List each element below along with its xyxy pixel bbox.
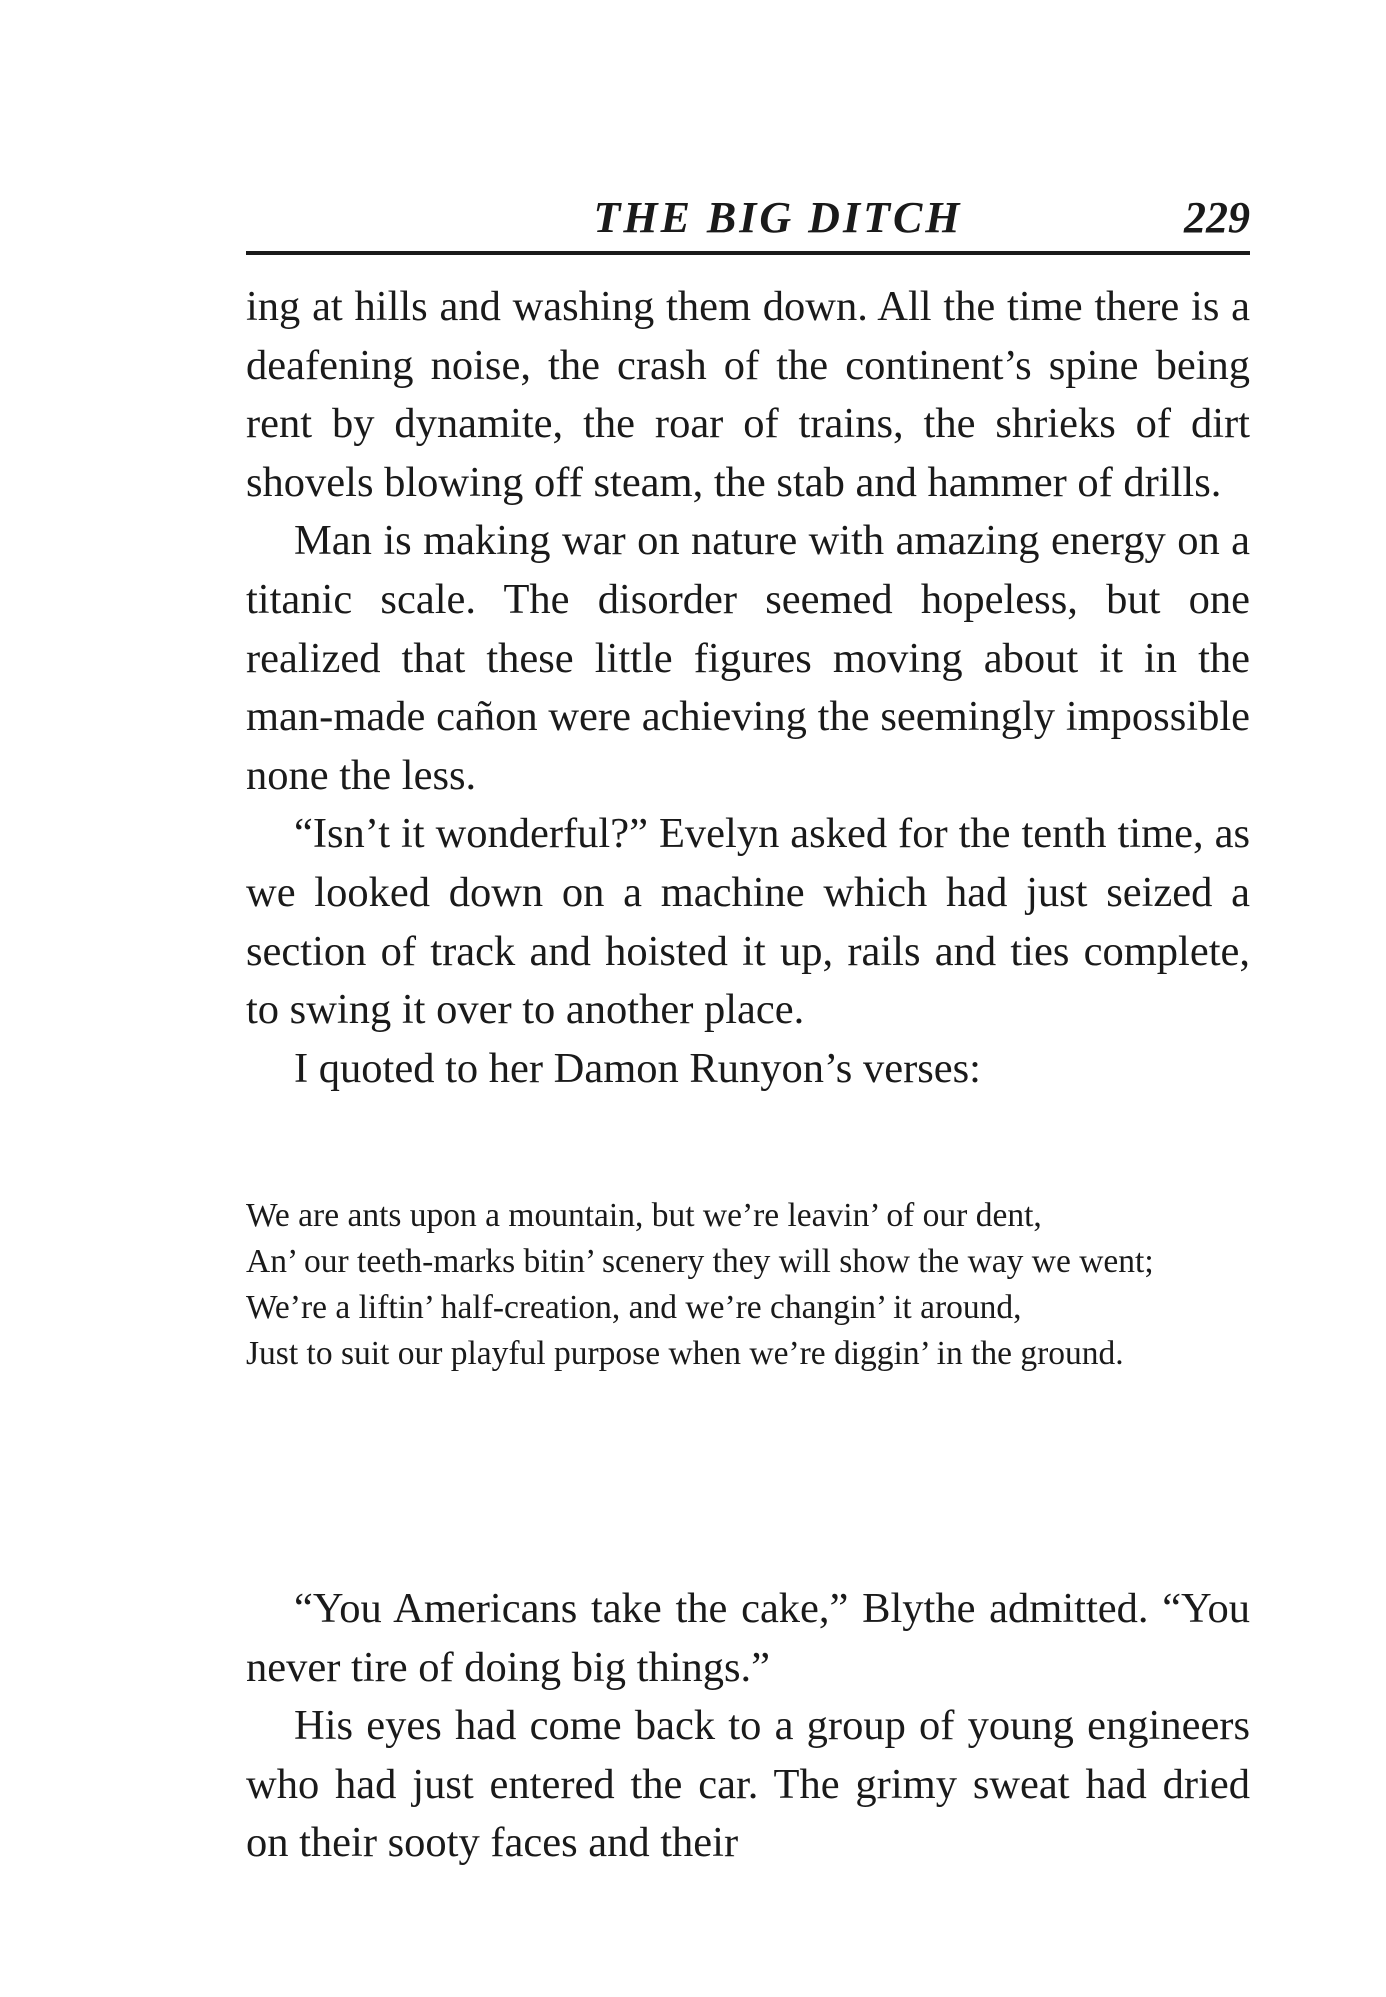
paragraph: Man is making war on nature with amazing energy on a titanic scale. The disorder seemed hopeless, but one realized that these little figures moving about it in the man-made cañon were achieving the seemingly impossible none the less.: [246, 517, 1250, 799]
body-text: [246, 278, 1250, 1098]
paragraph: His eyes had come back to a group of young engineers who had just entered the car. The grimy sweat had dried on their sooty faces and their: [246, 1702, 1250, 1867]
running-title: THE BIG DITCH: [593, 193, 963, 242]
verse-line: We’re a liftin’ half-creation, and we’re changin’ it around,: [246, 1289, 1022, 1326]
verse-line: Just to suit our playful purpose when we’re diggin’ in the ground.: [246, 1335, 1124, 1372]
verse-quotation: [246, 1193, 1250, 1377]
verse-line: We are ants upon a mountain, but we’re leavin’ of our dent,: [246, 1197, 1042, 1234]
header-rule: [246, 251, 1250, 255]
running-head: [246, 190, 1250, 246]
page-number: 229: [1184, 193, 1250, 242]
paragraph: I quoted to her Damon Runyon’s verses:: [294, 1044, 981, 1092]
paragraph: “You Americans take the cake,” Blythe admitted. “You never tire of doing big things.”: [246, 1585, 1250, 1691]
verse-line: An’ our teeth-marks bitin’ scenery they will show the way we went;: [246, 1243, 1154, 1280]
paragraph: ing at hills and washing them down. All the time there is a deafening noise, the crash of the continent’s spine being rent by dynamite, the roar of trains, the shrieks of dirt shovels blowing off steam, the stab and hammer of drills.: [246, 283, 1250, 506]
body-text-continued: [246, 1580, 1250, 1873]
paragraph: “Isn’t it wonderful?” Evelyn asked for the tenth time, as we looked down on a machine which had just seized a section of track and hoisted it up, rails and ties complete, to swing it over to another place.: [246, 810, 1250, 1034]
